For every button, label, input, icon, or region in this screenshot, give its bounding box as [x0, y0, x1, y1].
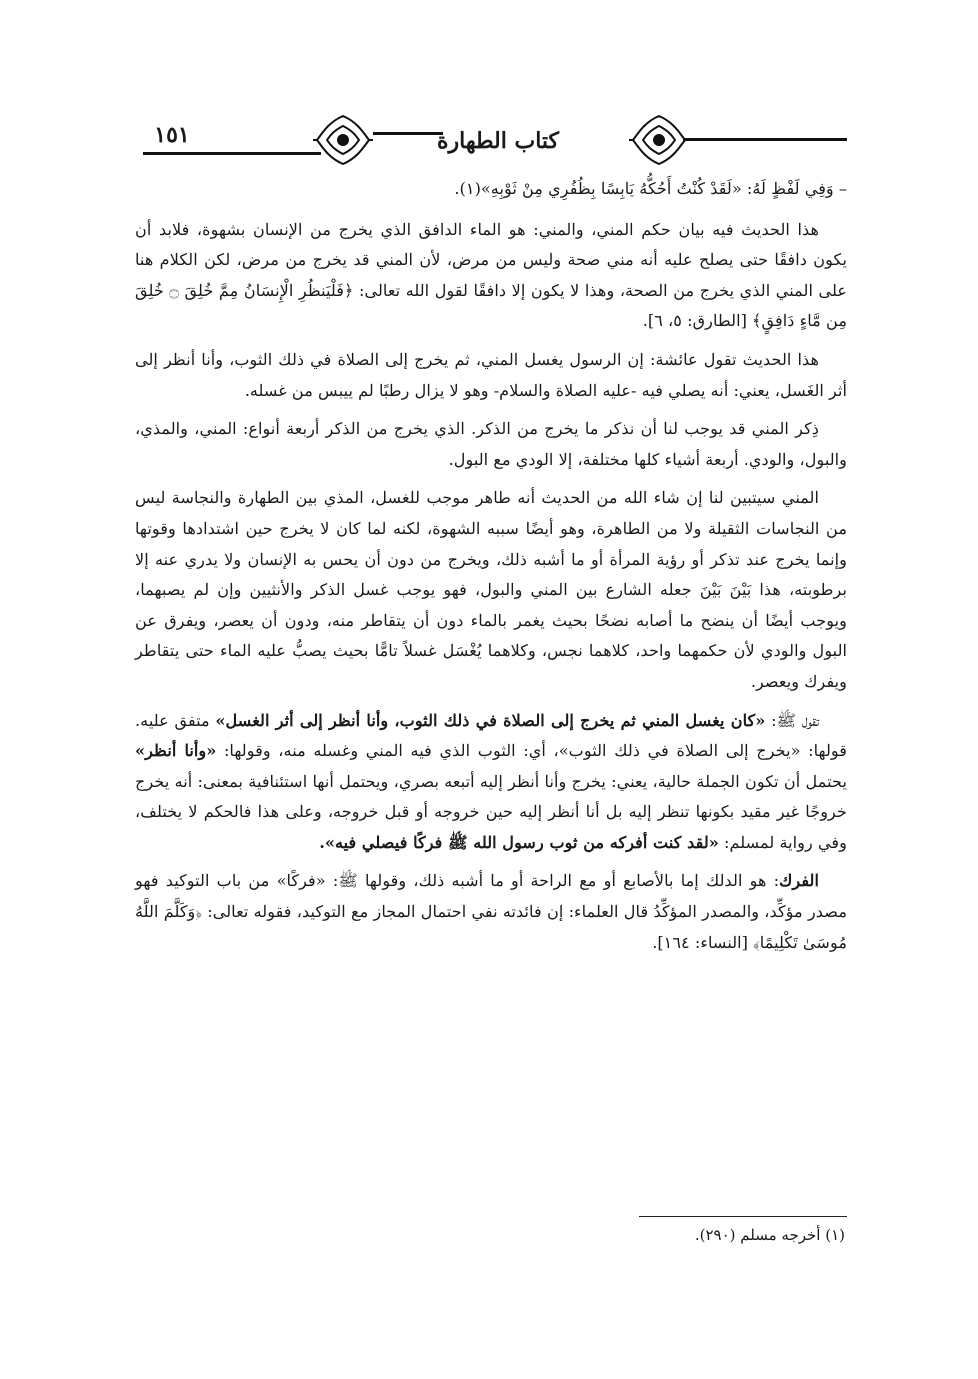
- paragraph-2: هذا الحديث تقول عائشة: إن الرسول يغسل المني، ثم يخرج إلى الصلاة في ذلك الثوب، وأنا أنظر إلى أثر الغَسل، يعني: أنه يصلي فيه -عليه الصلاة والسلام- وهو لا يزال رطبًا لم ييبس من غسله.: [135, 349, 847, 400]
- body-text: [135, 174, 847, 966]
- paragraph-5-quote: «كان يغسل المني ثم يخرج إلى الصلاة في ذلك الثوب، وأنا أنظر إلى أثر الغسل»: [215, 710, 766, 730]
- page-number-rule: [143, 152, 321, 155]
- paragraph-5-bold-word: «وأنا أنظر»: [135, 741, 217, 761]
- paragraph-6: [135, 866, 847, 958]
- paragraph-5: [135, 706, 847, 859]
- paragraph-6-text: : هو الدلك إما بالأصابع أو مع الراحة أو ما أشبه ذلك، وقولها ﷺ: «فركًا» من باب التوكيد فهو مصدر مؤكِّد، والمصدر المؤكِّدُ قال العلماء: إن فائدته نفي احتمال المجاز مع التوكيد، فقوله تعالى: ﴿وَكَلَّمَ اللَّهُ مُوسَىٰ تَكْلِيمًا﴾ [النساء: ١٦٤].: [135, 871, 847, 952]
- hadith-line: – وَفِي لَفْظٍ لَهُ: «لَقَدْ كُنْتُ أَحُكُّهُ يَابِسًا بِظُفُرِي مِنْ ثَوْبِهِ»(١).: [454, 179, 847, 198]
- paragraph-5-text-a: متفق عليه. قولها: «يخرج إلى الصلاة في ذلك الثوب»، أي: الثوب الذي فيه المني وغسله منه، وقولها:: [135, 710, 847, 761]
- page-number: ١٥١: [154, 122, 190, 148]
- header-rule-right: [683, 138, 847, 141]
- paragraph-5-intro: تقول ﷺ:: [765, 710, 819, 730]
- paragraph-6-term: الفرك: [779, 871, 819, 891]
- page-header: [143, 112, 847, 172]
- paragraph-5-text-b: يحتمل أن تكون الجملة حالية، يعني: يخرج وأنا أنظر إليه أتبعه بصري، ويحتمل أنها استئنافية بمعنى: أنه يخرج خروجًا غير مقيد بكونها تنظر إليه بل أنا أنظر إليه حين خروجه أو قبل خروجه، وعلى هذا فالحكم لا يختلف، وفي رواية لمسلم:: [135, 771, 847, 852]
- paragraph-1: هذا الحديث فيه بيان حكم المني، والمني: هو الماء الدافق الذي يخرج من الإنسان بشهوة، فلابد أن يكون دافقًا حتى يصلح عليه أنه مني صحة وليس من مرض، لأن المني قد يخرج من مرض، لكن الكلام هنا على المني الذي يخرج من الصحة، وهذا لا يكون إلا دافقًا لقول الله تعالى: ﴿فَلْيَنظُرِ الْإِنسَانُ مِمَّ خُلِقَ ۝ خُلِقَ مِن مَّاءٍ دَافِقٍ﴾ [الطارق: ٥، ٦].: [135, 219, 848, 331]
- ornament-left-icon: [313, 112, 373, 168]
- paragraph-3: ذِكر المني قد يوجب لنا أن نذكر ما يخرج من الذكر. الذي يخرج من الذكر أربعة أنواع: المني، والمذي، والبول، والودي. أربعة أشياء كلها مختلفة، إلا الودي مع البول.: [135, 419, 847, 469]
- paragraph-5-bold-end: «لقد كنت أفركه من ثوب رسول الله ﷺ فركًا فيصلي فيه».: [319, 832, 719, 852]
- chapter-title: كتاب الطهارة: [436, 128, 560, 154]
- ornament-right-icon: [629, 112, 689, 168]
- footnote-divider: [639, 1216, 847, 1217]
- paragraph-4: المني سيتبين لنا إن شاء الله من الحديث أنه طاهر موجب للغسل، المذي بين الطهارة والنجاسة ليس من النجاسات الثقيلة ولا من الطاهرة، وهو أيضًا سببه الشهوة، لكنه لما كان لا يخرج حين اشتدادها وقوتها وإنما يخرج عند تذكر أو رؤية المرأة أو ما أشبه ذلك، ويخرج من دون أن يحس به الإنسان ولا يدري عنه إلا برطوبته، هذا بَيْنَ بَيْنَ جعله الشارع بين المني والبول، فهو يوجب غسل الذكر والأنثيين وإن لم يصبهما، ويوجب أيضًا أن ينضح ما أصابه نضحًا بحيث يغمر بالماء دون أن يتقاطر منه، ودون أن يعصر، ويفرق عن البول والودي لأن حكمهما واحد، كلاهما نجس، وكلاهما يُغْسَل غسلاً تامًّا بحيث يصبُّ عليه الماء حتى يتقاطر ويفرك ويعصر.: [135, 488, 847, 691]
- footnote: (١) أخرجه مسلم (٢٩٠).: [694, 1226, 845, 1244]
